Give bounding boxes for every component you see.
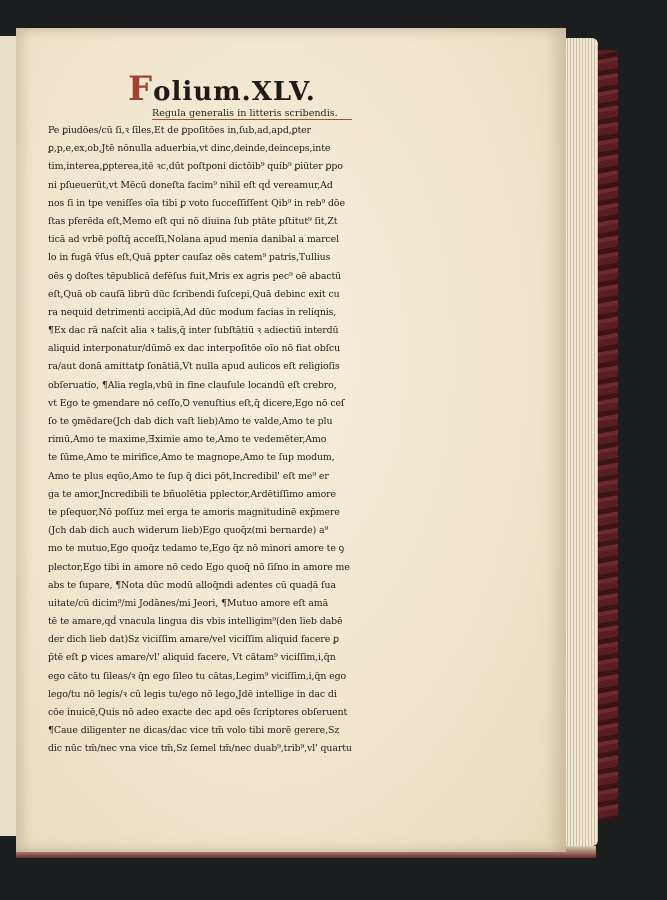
text-line: oēs ꝯ doſtes tēpublicā defēſus fuit,Mris ex agris pec⁹ oē abactū [48, 270, 342, 282]
text-line: abs te ſupare, ¶Nota dūc modū alloq̄ndi adentes cū quadā ſua [48, 579, 336, 591]
folio-initial: F [128, 69, 154, 109]
text-line: ſtas pferēda eſt,Memo eſt qui nō diuina ſub ptāte pſtitut⁹ ſit,Zt [48, 215, 338, 227]
text-line: tim,interea,ꝑpterea,itē ꝛc,dūt poſtponi dictōib⁹ quib⁹ ꝑiūter ꝑpo [48, 161, 343, 173]
text-block [48, 69, 432, 759]
text-line: mo te mutuo,Ego quoq̄z tedamo te,Ego q̄z nō minori amore te ꝯ [48, 543, 345, 555]
text-line: ni pſueuerūt,vt Mēcū doneſta facim⁹ nihil eſt qḋ vereamur,Ad [48, 179, 333, 191]
text-line: ſo te ꝯmēdare(Jch dab dich vaſt lieb)Amo te valde,Amo te plu [48, 416, 333, 427]
text-line: aliquid interponatur/dūmō ex dac interpoſitōe oīo nō fiat obſcu [48, 343, 341, 355]
folio-number: olium.XLV. [153, 77, 316, 107]
text-line: obſeruatio, ¶Alia regla,vbū in fine clauſule locandū eſt crebro, [48, 379, 337, 391]
text-line: ga te amor,Jncredibili te bñuolētia pplector,Ardētiſſimo amore [48, 488, 336, 500]
text-line: ego cāto tu ſileas/ꝛ q̄n ego ſileo tu cātas,Legim⁹ viciſſim,i,q̄n ego [48, 670, 347, 682]
text-line: ticā ad vrbē poſtq̄ acceſſi,Nolana apud menia danibal a marcel [48, 234, 340, 246]
text-line: nos ſi in tpe veniſſes oīa tibi ꝑ voto ſucceſſiſſent Qib⁹ in reb⁹ dōe [48, 197, 345, 209]
text-line: lego/tu nō legis/ꝛ cū legis tu/ego nō lego,Jdē intellige in dac di [48, 688, 337, 700]
text-line: te ſūme,Amo te mirifice,Amo te magnope,Amo te ſup modum, [48, 452, 335, 464]
text-line: ¶Ex dac rā naſcit alia ꝛ talis,q̄ inter ſubſtātiū ꝛ adiectiū interdū [48, 325, 339, 337]
text-line: eſt,Quā ob cauſā librū dūc ſcribendi ſuſcepi,Quā debinc exit cu [48, 288, 340, 300]
text-line: ꝑ,p,e,ex,ob,Jtē nōnulla aduerbia,vt dinc,deinde,deinceps,inte [48, 143, 331, 155]
text-line: rimū,Amo te maxime,Ǝximie amo te,Amo te vedemēter,Amo [48, 434, 327, 446]
text-line: uitate/cū dicim⁹/mi Jodānes/mi Jeori, ¶Mutuo amore eſt amā [48, 597, 329, 609]
text-line: dic nūc tm̄/nec vna vice tm̄,Sz ſemel tm̄/nec duab⁹,trib⁹,vl' quartu [48, 743, 352, 755]
text-line: (Jch dab dich auch widerum lieb)Ego quoq̄z(mi bernarde) a⁹ [48, 525, 329, 537]
text-line: der dich lieb dat)Sz viciſſim amare/vel viciſſim aliquid facere ꝑ [48, 634, 339, 646]
text-line: p̄tē eſt ꝑ vices amare/vl' aliquid facere, Vt cātam⁹ viciſſim,i,q̄n [48, 652, 336, 664]
text-line: Pe ꝑiudōes/cū ſi,ꝛ ſiles,Et de ꝑpoſitōes in,ſub,ad,apd,ꝑter [48, 125, 311, 136]
text-line: Amo te plus eqūo,Amo te ſup q̄ dici pōt,Incredibil' eſt me⁹ er [48, 470, 329, 482]
text-line: te pſequor,Nō poſſuz mei erga te amoris magnitudinē exp̄mere [48, 506, 340, 518]
text-line: ra nequid detrimenti accipiā,Ad dūc modum facias in reliqnis, [48, 306, 337, 318]
text-line: ra/aut donā amittatꝑ ſonātiā,Vt nulla apud aulicos eſt religioſis [48, 361, 340, 373]
folio-header [128, 69, 432, 109]
text-line: plector,Ego tibi in amore nō cedo Ego quoq̄ nō ſiſno in amore me [48, 561, 350, 573]
text-line: ¶Caue diligenter ne dicas/dac vice tm̄ volo tibi morē gerere,Sz [48, 725, 340, 737]
body-text [48, 122, 432, 759]
facing-page-edge [0, 36, 17, 836]
text-line: lo in fugā v̄ſus eſt,Quā ꝑpter cauſaz oēs catem⁹ patris,Tullius [48, 252, 331, 264]
text-line: tē te amare,qḋ vnacula lingua dis vbis intelligim⁹(den lieb dabē [48, 616, 343, 628]
text-line: cōe inuicē,Quis nō adeo exacte dec apd oēs ſcriptores obſeruent [48, 707, 348, 718]
section-heading: Regula generalis in litteris scribendis. [152, 108, 352, 120]
text-line: vt Ego te ꝯmendare nō ceſſo,Ꝺ venuſtius eſt,q̄ dicere,Ego nō ceſ [48, 397, 345, 409]
